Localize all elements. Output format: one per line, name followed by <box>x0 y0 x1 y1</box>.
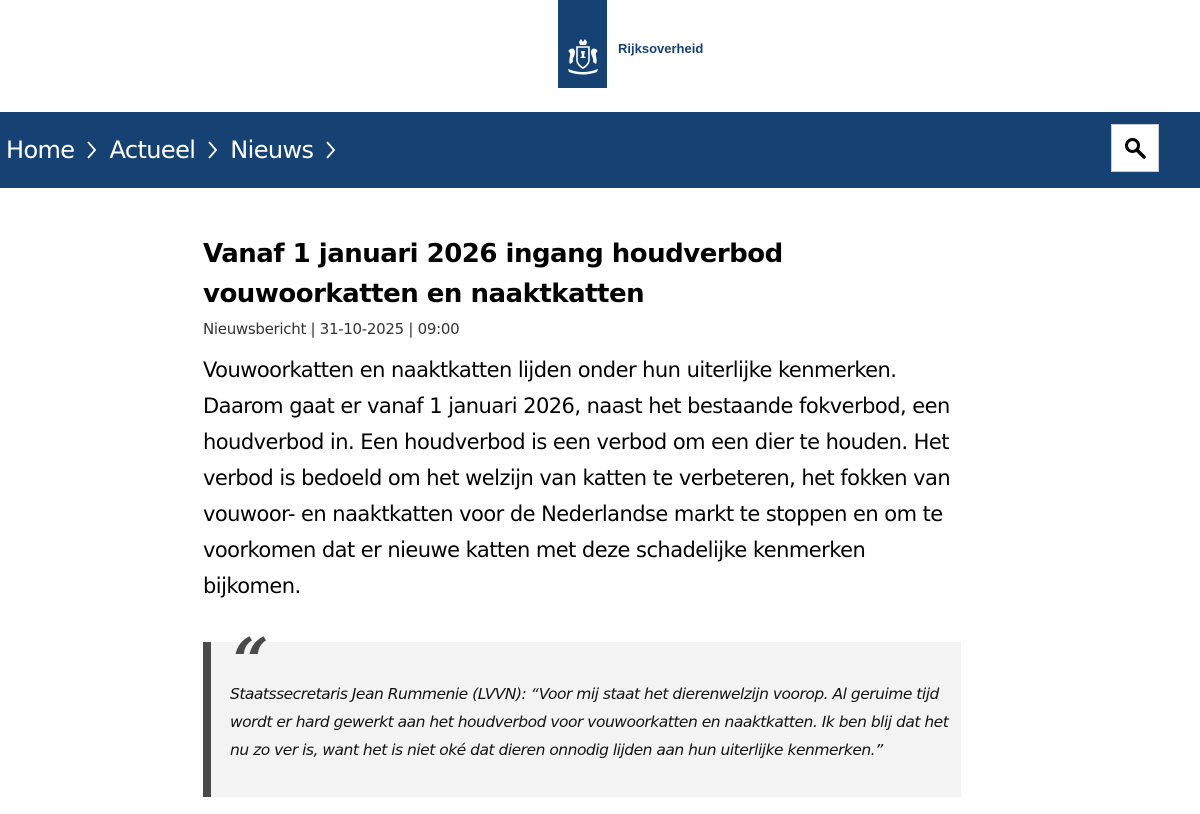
breadcrumb <box>6 112 348 188</box>
page-title: Vanaf 1 januari 2026 ingang houdverbod vouwoorkatten en naaktkatten <box>203 239 783 309</box>
chevron-right-icon <box>86 140 97 160</box>
breadcrumb-actueel[interactable]: Actueel <box>109 136 196 164</box>
coat-of-arms-icon <box>565 38 601 76</box>
quote-block <box>203 624 961 797</box>
logo-text[interactable]: Rijksoverheid <box>618 41 704 56</box>
quote-mark-icon: “ <box>233 624 269 697</box>
breadcrumb-home[interactable]: Home <box>6 136 75 164</box>
chevron-right-icon <box>207 140 218 160</box>
search-icon <box>1124 137 1146 159</box>
site-header <box>0 0 1200 112</box>
search-button[interactable] <box>1111 124 1159 172</box>
logo[interactable] <box>558 0 607 88</box>
breadcrumb-bar <box>0 112 1200 188</box>
article <box>203 234 963 604</box>
article-lead: Vouwoorkatten en naaktkatten lijden onder hun uiterlijke kenmerken. Daarom gaat er vanaf 1 januari 2026, naast het bestaande fokverbod, een houdverbod in. Een houdverbod is een verbod om een dier te houden. Het verbod is bedoeld om het welzijn van katten te verbeteren, het fokken van vouwoor- en naaktkatten voor de Nederlandse markt te stoppen en om te voorkomen dat er nieuwe katten met deze schadelijke kenmerken bijkomen. <box>203 358 951 598</box>
quote-text: Staatssecretaris Jean Rummenie (LVVN): “Voor mij staat het dierenwelzijn voorop. Al geruime tijd wordt er hard gewerkt aan het houdverbod voor vouwoorkatten en naaktkatten. Ik ben blij dat het nu zo ver is, want het is niet oké dat dieren onnodig lijden aan hun uiterlijke kenmerken.” <box>230 685 949 759</box>
chevron-right-icon <box>325 140 336 160</box>
article-meta: Nieuwsbericht | 31-10-2025 | 09:00 <box>203 320 460 338</box>
breadcrumb-nieuws[interactable]: Nieuws <box>230 136 314 164</box>
